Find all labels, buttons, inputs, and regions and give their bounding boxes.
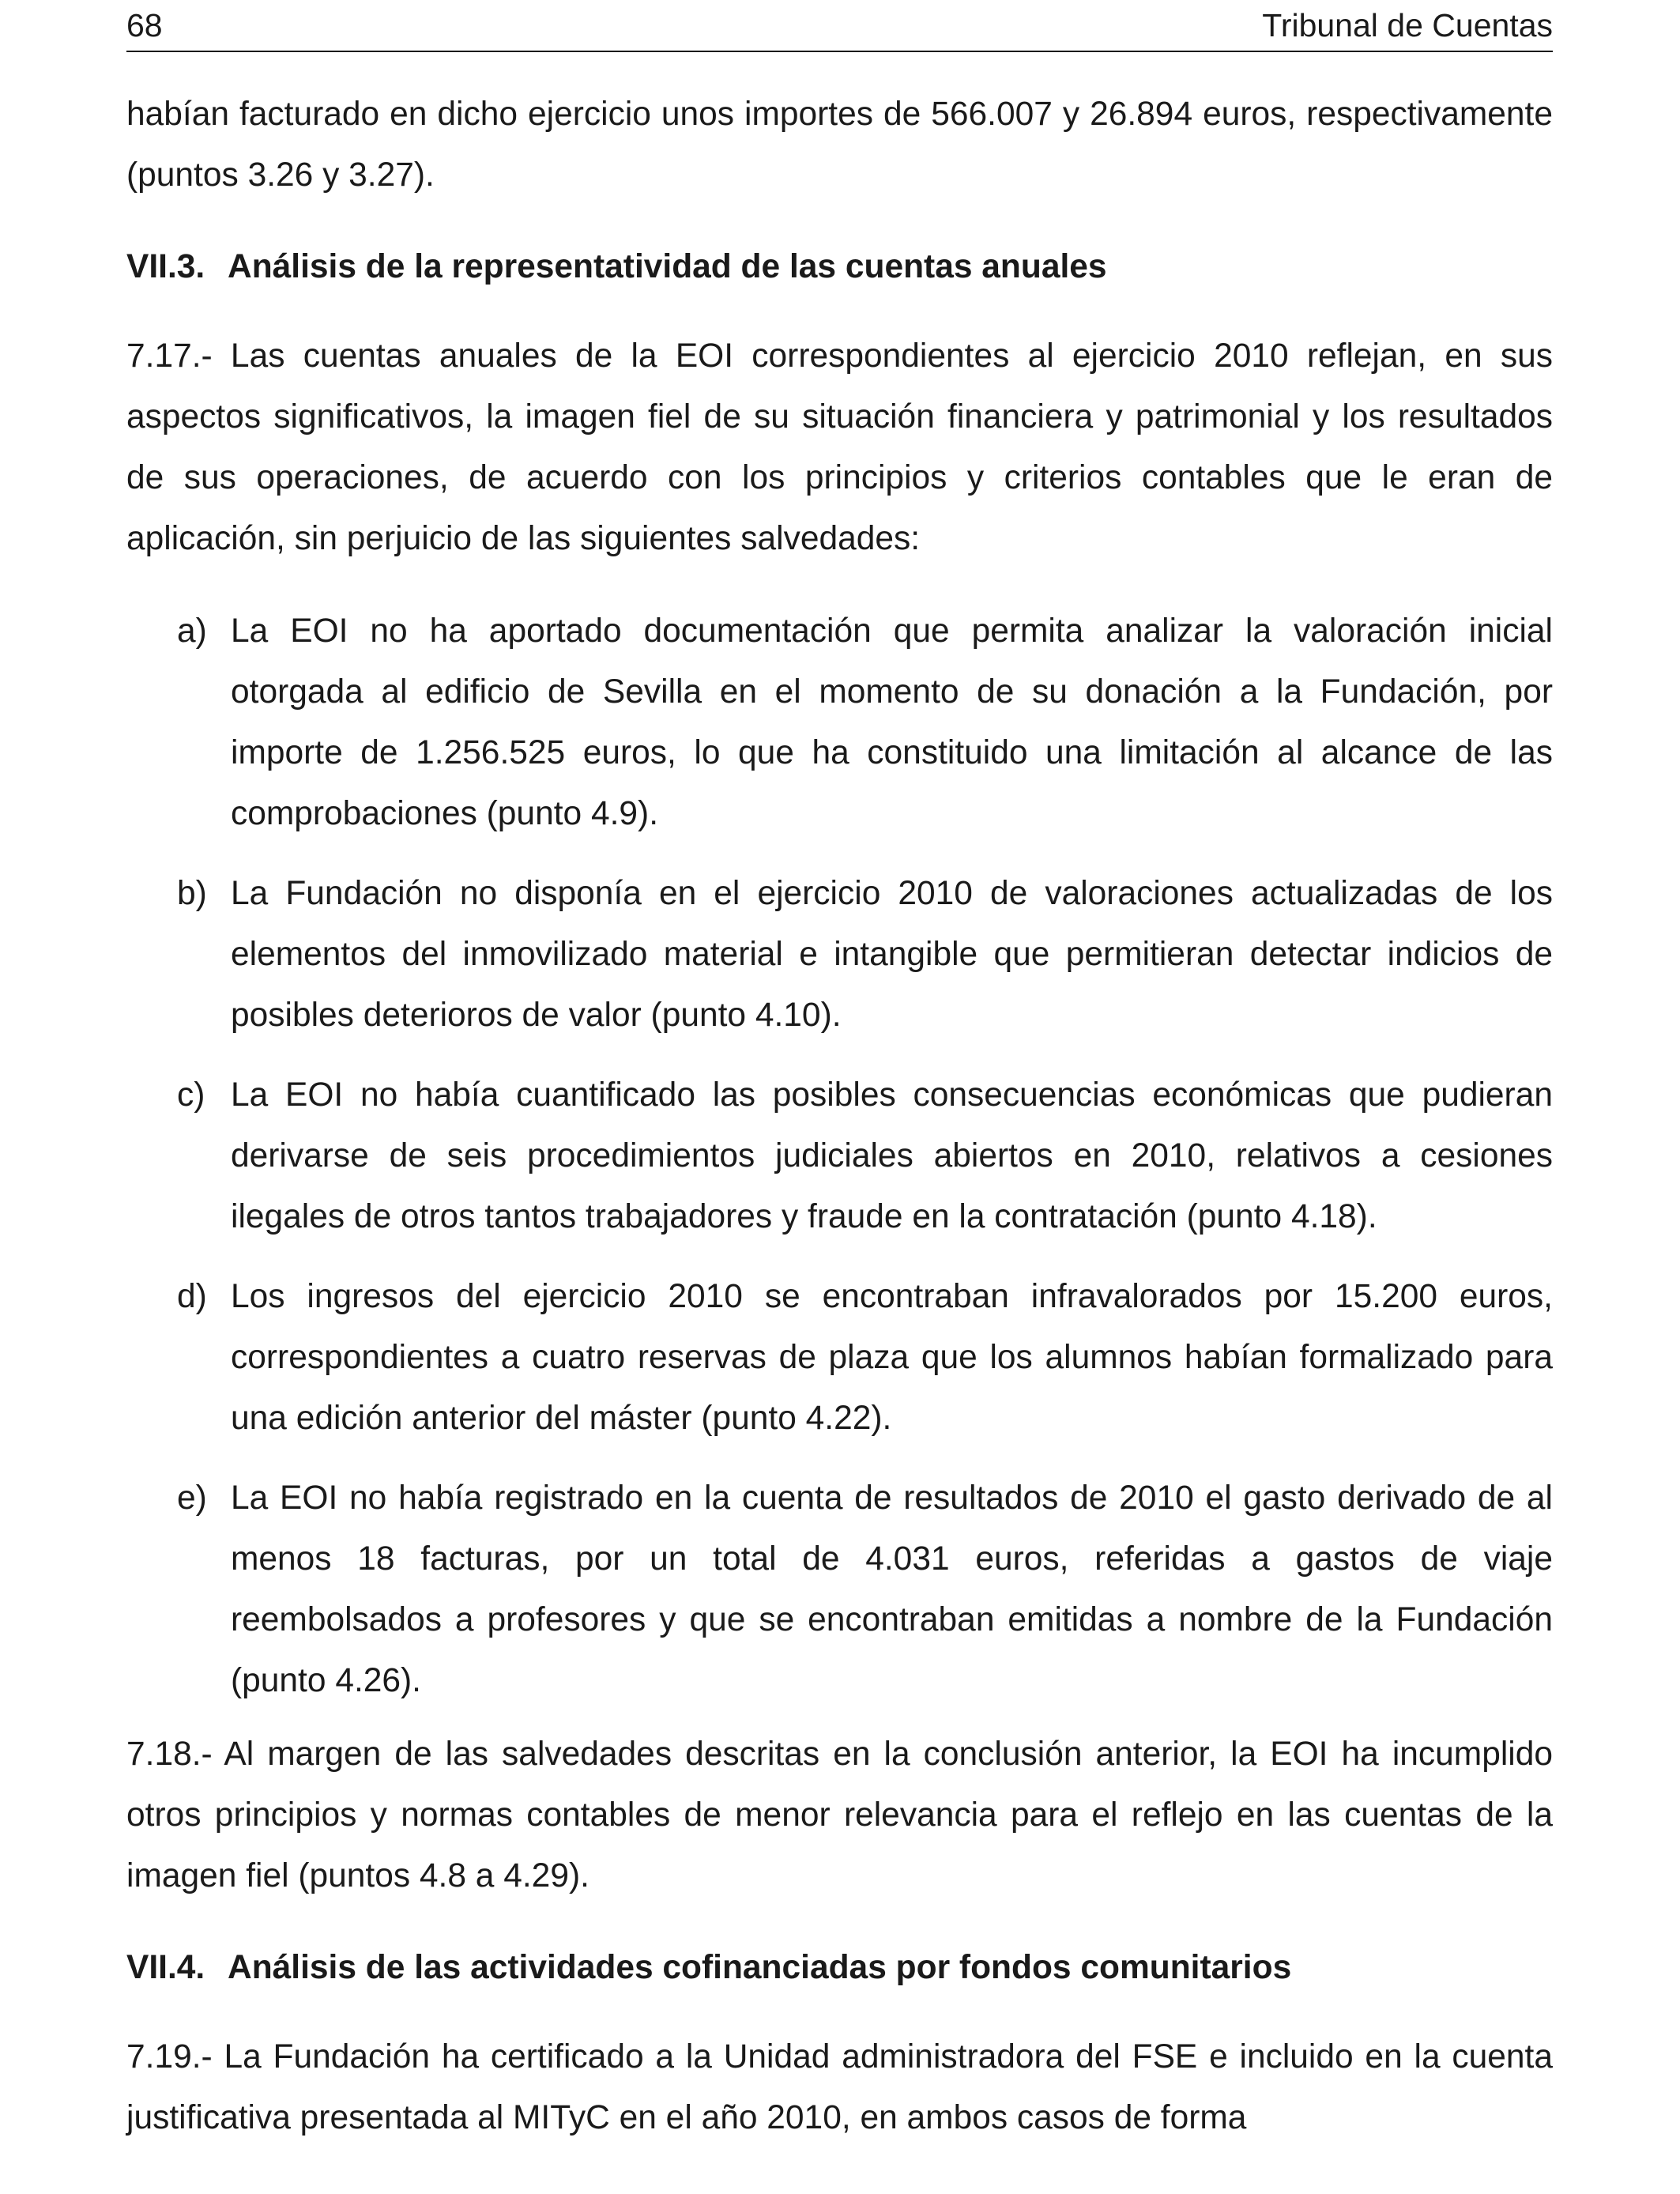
list-item xyxy=(126,1468,1553,1711)
section-heading-vii-4 xyxy=(126,1944,1553,1992)
list-marker: c) xyxy=(177,1076,205,1114)
list-marker: b) xyxy=(177,875,207,912)
list-item-text: La EOI no había registrado en la cuenta de resultados de 2010 el gasto derivado de al menos 18 facturas, por un total de 4.031 euros, referidas a gastos de viaje reembolsados a profesores y que se encontraban emitidas a nombre de la Fundación (punto 4.26). xyxy=(231,1480,1553,1699)
list-item xyxy=(126,863,1553,1046)
section-title: Análisis de las actividades cofinanciadas por fondos comunitarios xyxy=(228,1949,1292,1986)
list-item xyxy=(126,1065,1553,1247)
document-page xyxy=(126,0,1553,2148)
paragraph-7-18: 7.18.- Al margen de las salvedades descritas en la conclusión anterior, la EOI ha incumplido otros principios y normas contables de menor relevancia para el reflejo en las cuentas de la imagen fiel (puntos 4.8 a 4.29). xyxy=(126,1736,1553,1894)
section-number: VII.4. xyxy=(126,1949,205,1986)
running-title: Tribunal de Cuentas xyxy=(1262,7,1553,43)
list-item-text: La EOI no había cuantificado las posibles consecuencias económicas que pudieran derivarse de seis procedimientos judiciales abiertos en 2010, relativos a cesiones ilegales de otros tantos trabajadores y fraude en la contratación (punto 4.18). xyxy=(231,1076,1553,1235)
list-item-text: La Fundación no disponía en el ejercicio 2010 de valoraciones actualizadas de los elementos del inmovilizado material e intangible que permitieran detectar indicios de posibles deterioros de valor (punto 4.10). xyxy=(231,875,1553,1034)
list-item-text: Los ingresos del ejercicio 2010 se encontraban infravalorados por 15.200 euros, correspondientes a cuatro reservas de plaza que los alumnos habían formalizado para una edición anterior del máster (punto 4.22). xyxy=(231,1278,1553,1437)
section-title: Análisis de la representatividad de las cuentas anuales xyxy=(228,248,1107,285)
list-marker: d) xyxy=(177,1278,207,1315)
list-item xyxy=(126,1266,1553,1449)
section-number: VII.3. xyxy=(126,248,205,285)
list-item-text: La EOI no ha aportado documentación que permita analizar la valoración inicial otorgada al edificio de Sevilla en el momento de su donación a la Fundación, por importe de 1.256.525 euros, lo que ha constituido una limitación al alcance de las comprobaciones (punto 4.9). xyxy=(231,613,1553,832)
list-item xyxy=(126,601,1553,844)
running-header xyxy=(126,0,1553,52)
list-marker: e) xyxy=(177,1480,207,1517)
list-marker: a) xyxy=(177,613,207,650)
page-number: 68 xyxy=(126,7,163,43)
section-heading-vii-3 xyxy=(126,243,1553,291)
paragraph-7-17: 7.17.- Las cuentas anuales de la EOI correspondientes al ejercicio 2010 reflejan, en sus aspectos significativos, la imagen fiel de su situación financiera y patrimonial y los resultados de sus operaciones, de acuerdo con los principios y criterios contables que le eran de aplicación, sin perjuicio de las siguientes salvedades: xyxy=(126,337,1553,557)
intro-paragraph: habían facturado en dicho ejercicio unos importes de 566.007 y 26.894 euros, respectivamente (puntos 3.26 y 3.27). xyxy=(126,96,1553,194)
paragraph-7-19: 7.19.- La Fundación ha certificado a la Unidad administradora del FSE e incluido en la cuenta justificativa presentada al MITyC en el año 2010, en ambos casos de forma xyxy=(126,2038,1553,2136)
qualifications-list xyxy=(126,601,1553,1711)
